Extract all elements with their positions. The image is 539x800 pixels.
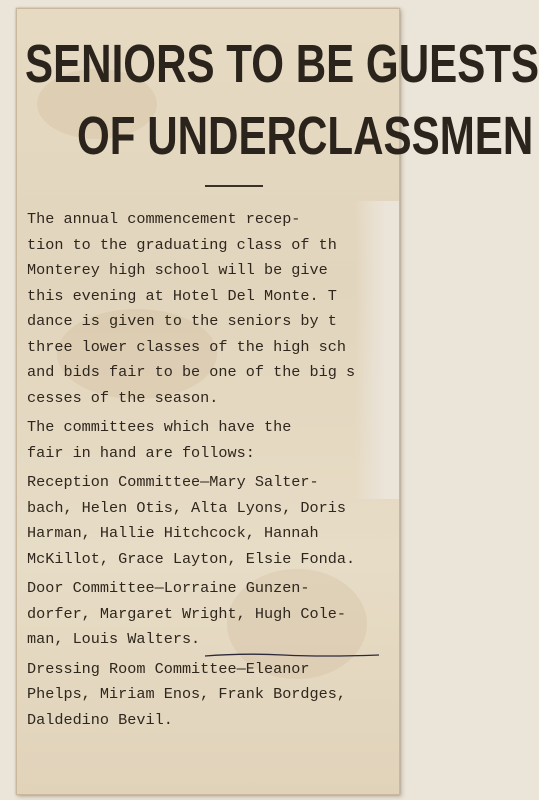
text-line: dance is given to the seniors by t	[27, 312, 337, 330]
paragraph-dressing-room-committee	[27, 657, 397, 734]
text-line: The committees which have the	[27, 418, 292, 436]
text-line: this evening at Hotel Del Monte. T	[27, 286, 337, 305]
text-line: The annual commencement recep-	[27, 210, 301, 228]
paragraph-door-committee	[27, 576, 397, 653]
text-line: tion to the graduating class of th	[27, 235, 337, 254]
newspaper-clipping	[16, 8, 539, 795]
text-line: Monterey high school will be give	[27, 261, 328, 279]
text-line: Door Committee—Lorraine Gunzen-	[27, 579, 310, 597]
text-line: Reception Committee—Mary Salter-	[27, 473, 319, 491]
text-line: Dressing Room Committee—Eleanor	[27, 659, 310, 678]
paragraph-reception	[27, 207, 397, 411]
text-line: man, Louis Walters.	[27, 630, 201, 648]
text-line: McKillot, Grace Layton, Elsie Fonda.	[27, 549, 356, 568]
text-line: Harman, Hallie Hitchcock, Hannah	[27, 524, 319, 542]
text-line: Daldedino Bevil.	[27, 710, 173, 729]
text-line: and bids fair to be one of the big s	[27, 363, 356, 381]
text-line: Phelps, Miriam Enos, Frank Bordges,	[27, 685, 346, 703]
text-line: fair in hand are follows:	[27, 443, 255, 462]
paragraph-reception-committee	[27, 470, 397, 572]
paragraph-committees-intro	[27, 415, 397, 466]
headline-line-2: OF UNDERCLASSMEN	[77, 106, 534, 166]
text-line: dorfer, Margaret Wright, Hugh Cole-	[27, 604, 346, 623]
headline-line-1: SENIORS TO BE GUESTS	[25, 34, 539, 94]
article-body	[27, 207, 397, 733]
divider-rule	[205, 185, 263, 187]
text-line: bach, Helen Otis, Alta Lyons, Doris	[27, 498, 346, 517]
text-line: three lower classes of the high sch	[27, 337, 346, 356]
text-line: cesses of the season.	[27, 388, 219, 407]
